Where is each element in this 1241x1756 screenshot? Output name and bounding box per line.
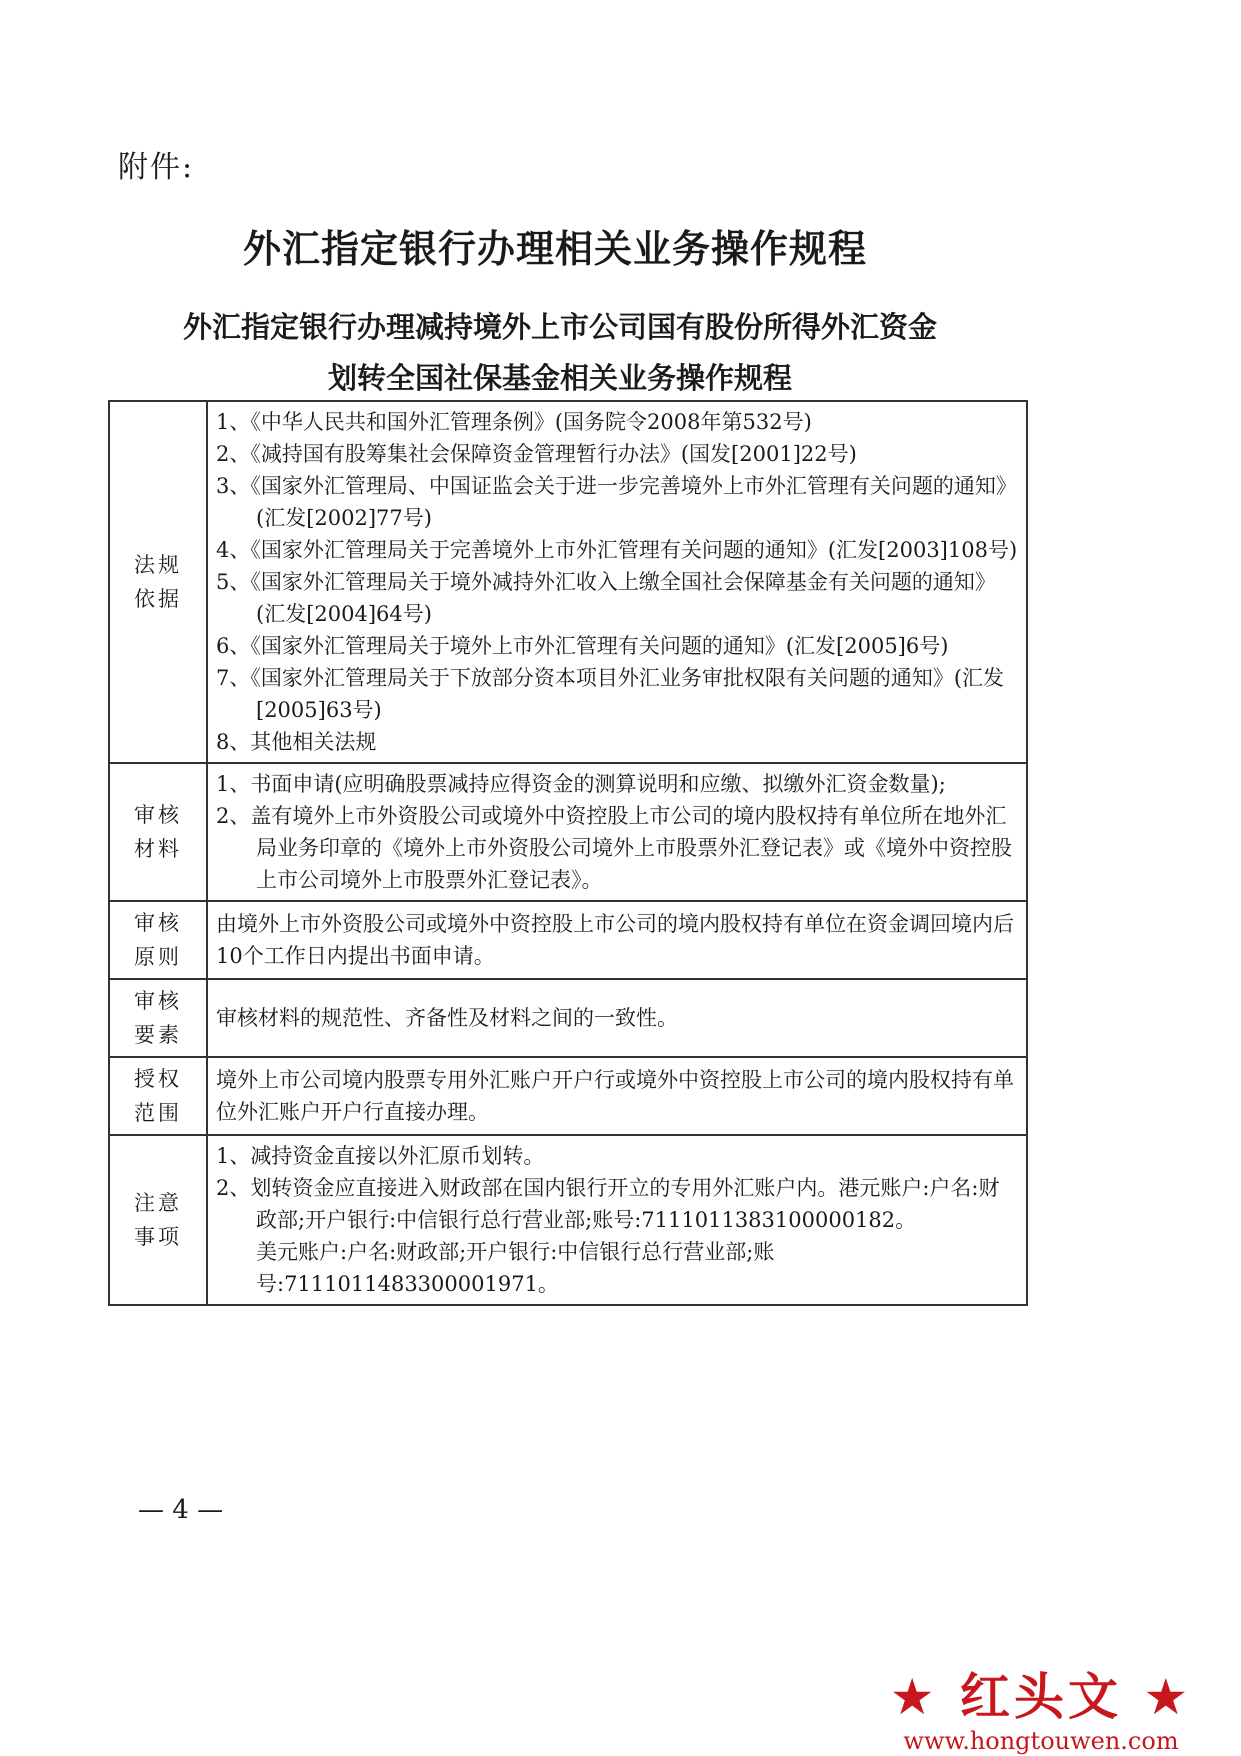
table-row-review-principle [109, 901, 1027, 979]
row-content [207, 763, 1027, 901]
list-item: 2、划转资金应直接进入财政部在国内银行开立的专用外汇账户内。港元账户:户名:财政部;开户银行:中信银行总行营业部;账号:7111011383100000182。 [216, 1176, 1000, 1232]
page-number: — 4 — [138, 1495, 224, 1525]
row-label: 审核 原则 [109, 901, 207, 979]
row-label: 注意 事项 [109, 1135, 207, 1305]
row-content [207, 901, 1027, 979]
row-content [207, 1057, 1027, 1135]
row-label: 审核 材料 [109, 763, 207, 901]
main-title: 外汇指定银行办理相关业务操作规程 [242, 226, 867, 271]
row-label: 授权 范围 [109, 1057, 207, 1135]
table-row-authorization-scope [109, 1057, 1027, 1135]
list-item: 8、其他相关法规 [216, 730, 377, 754]
sub-title [140, 302, 980, 404]
list-item: 3、《国家外汇管理局、中国证监会关于进一步完善境外上市外汇管理有关问题的通知》(汇发[2002]77号) [216, 474, 1017, 530]
table-row-review-materials [109, 763, 1027, 901]
table-row-review-elements [109, 979, 1027, 1057]
row-content [207, 1135, 1027, 1305]
row-text: 审核材料的规范性、齐备性及材料之间的一致性。 [216, 1006, 678, 1030]
table-row-notes [109, 1135, 1027, 1305]
table-row-legal-basis [109, 401, 1027, 763]
list-item-continued: 美元账户:户名:财政部;开户银行:中信银行总行营业部;账号:7111011483300001971。 [256, 1240, 775, 1296]
list-item: 1、减持资金直接以外汇原币划转。 [216, 1144, 545, 1168]
row-text: 由境外上市外资股公司或境外中资控股上市公司的境内股权持有单位在资金调回境内后10个工作日内提出书面申请。 [216, 912, 1014, 968]
attachment-label: 附件: [118, 150, 195, 185]
watermark-url: www.hongtouwen.com [903, 1727, 1179, 1755]
list-item: 4、《国家外汇管理局关于完善境外上市外汇管理有关问题的通知》(汇发[2003]108号) [216, 538, 1018, 562]
row-text: 境外上市公司境内股票专用外汇账户开户行或境外中资控股上市公司的境内股权持有单位外汇账户开户行直接办理。 [216, 1068, 1014, 1124]
list-item: 6、《国家外汇管理局关于境外上市外汇管理有关问题的通知》(汇发[2005]6号) [216, 634, 949, 658]
sub-title-line-1: 外汇指定银行办理减持境外上市公司国有股份所得外汇资金 [182, 310, 937, 344]
list-item: 2、《减持国有股筹集社会保障资金管理暂行办法》(国发[2001]22号) [216, 442, 857, 466]
row-content [207, 979, 1027, 1057]
list-item: 7、《国家外汇管理局关于下放部分资本项目外汇业务审批权限有关问题的通知》(汇发[2005]63号) [216, 666, 1005, 722]
list-item: 5、《国家外汇管理局关于境外减持外汇收入上缴全国社会保障基金有关问题的通知》(汇发[2004]64号) [216, 570, 996, 626]
watermark-brand: ★ 红头文 ★ [889, 1668, 1193, 1726]
watermark-logo [866, 1668, 1216, 1756]
list-item: 1、书面申请(应明确股票减持应得资金的测算说明和应缴、拟缴外汇资金数量); [216, 772, 946, 796]
sub-title-line-2: 划转全国社保基金相关业务操作规程 [327, 361, 792, 395]
list-item: 2、盖有境外上市外资股公司或境外中资控股上市公司的境内股权持有单位所在地外汇局业务印章的《境外上市外资股公司境外上市股票外汇登记表》或《境外中资控股上市公司境外上市股票外汇登记表》。 [216, 804, 1012, 892]
rules-table [108, 400, 1028, 1306]
row-content [207, 401, 1027, 763]
list-item: 1、《中华人民共和国外汇管理条例》(国务院令2008年第532号) [216, 410, 812, 434]
row-label: 法规 依据 [109, 401, 207, 763]
row-label: 审核 要素 [109, 979, 207, 1057]
